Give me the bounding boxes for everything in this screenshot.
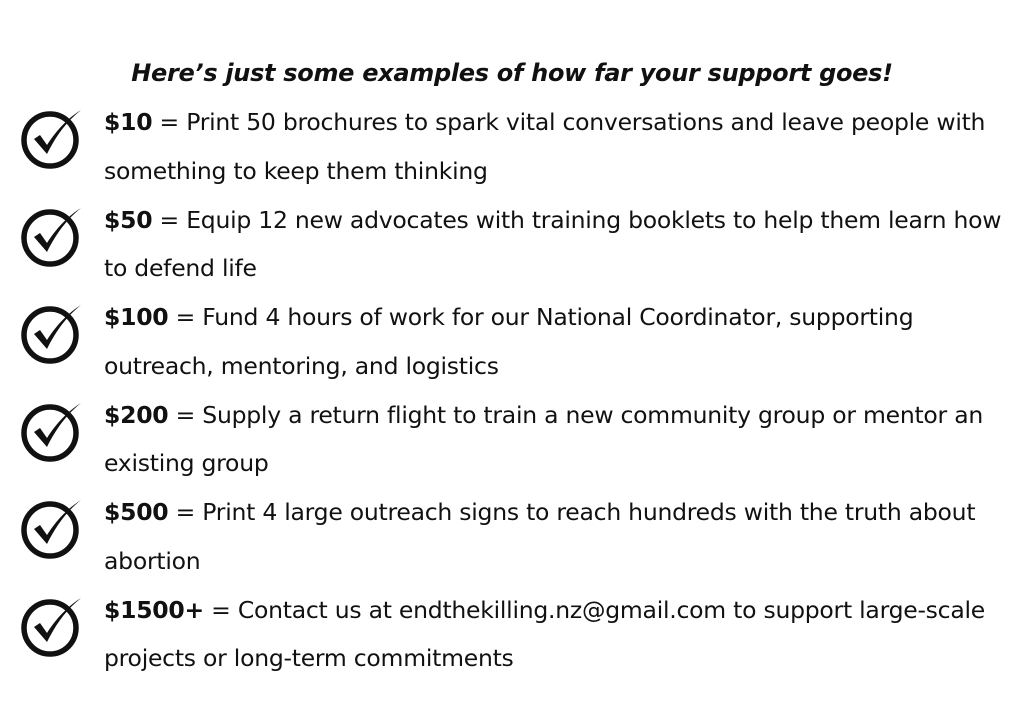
list-item <box>0 293 1024 391</box>
list-item-text <box>104 586 1009 683</box>
checkmark-circle-icon <box>20 592 86 658</box>
donation-amount: $10 <box>104 108 153 136</box>
donation-amount: $500 <box>104 498 169 526</box>
list-item-text <box>104 391 1009 488</box>
checkmark-circle-icon <box>20 202 86 268</box>
donation-description: = Contact us at endthekilling.nz@gmail.com to support large-scale projects or long-term commitments <box>104 595 985 672</box>
list-item-text <box>104 293 1009 390</box>
donation-description: = Print 50 brochures to spark vital conversations and leave people with something to keep them thinking <box>104 108 986 185</box>
list-item <box>0 586 1024 684</box>
checkmark-circle-icon <box>20 299 86 365</box>
list-item-text <box>104 196 1009 293</box>
list-item-text <box>104 488 1009 585</box>
list-item <box>0 488 1024 586</box>
donation-amount: $50 <box>104 205 153 234</box>
donation-amount: $100 <box>104 303 169 331</box>
donation-description: = Equip 12 new advocates with training booklets to help them learn how to defend life <box>104 205 1002 282</box>
page-heading: Here’s just some examples of how far your support goes! <box>131 59 893 87</box>
donation-description: = Supply a return flight to train a new community group or mentor an existing group <box>104 400 983 477</box>
support-examples-list <box>0 98 1024 683</box>
list-item <box>0 196 1024 294</box>
donation-amount: $1500+ <box>104 595 204 624</box>
checkmark-circle-icon <box>20 104 86 170</box>
list-item-text <box>104 98 1009 195</box>
checkmark-circle-icon <box>20 494 86 560</box>
list-item <box>0 391 1024 489</box>
list-item <box>0 98 1024 196</box>
donation-amount: $200 <box>104 400 169 429</box>
donation-description: = Fund 4 hours of work for our National Coordinator, supporting outreach, mentoring, and logistics <box>104 303 914 380</box>
donation-description: = Print 4 large outreach signs to reach hundreds with the truth about abortion <box>104 498 976 575</box>
checkmark-circle-icon <box>20 397 86 463</box>
